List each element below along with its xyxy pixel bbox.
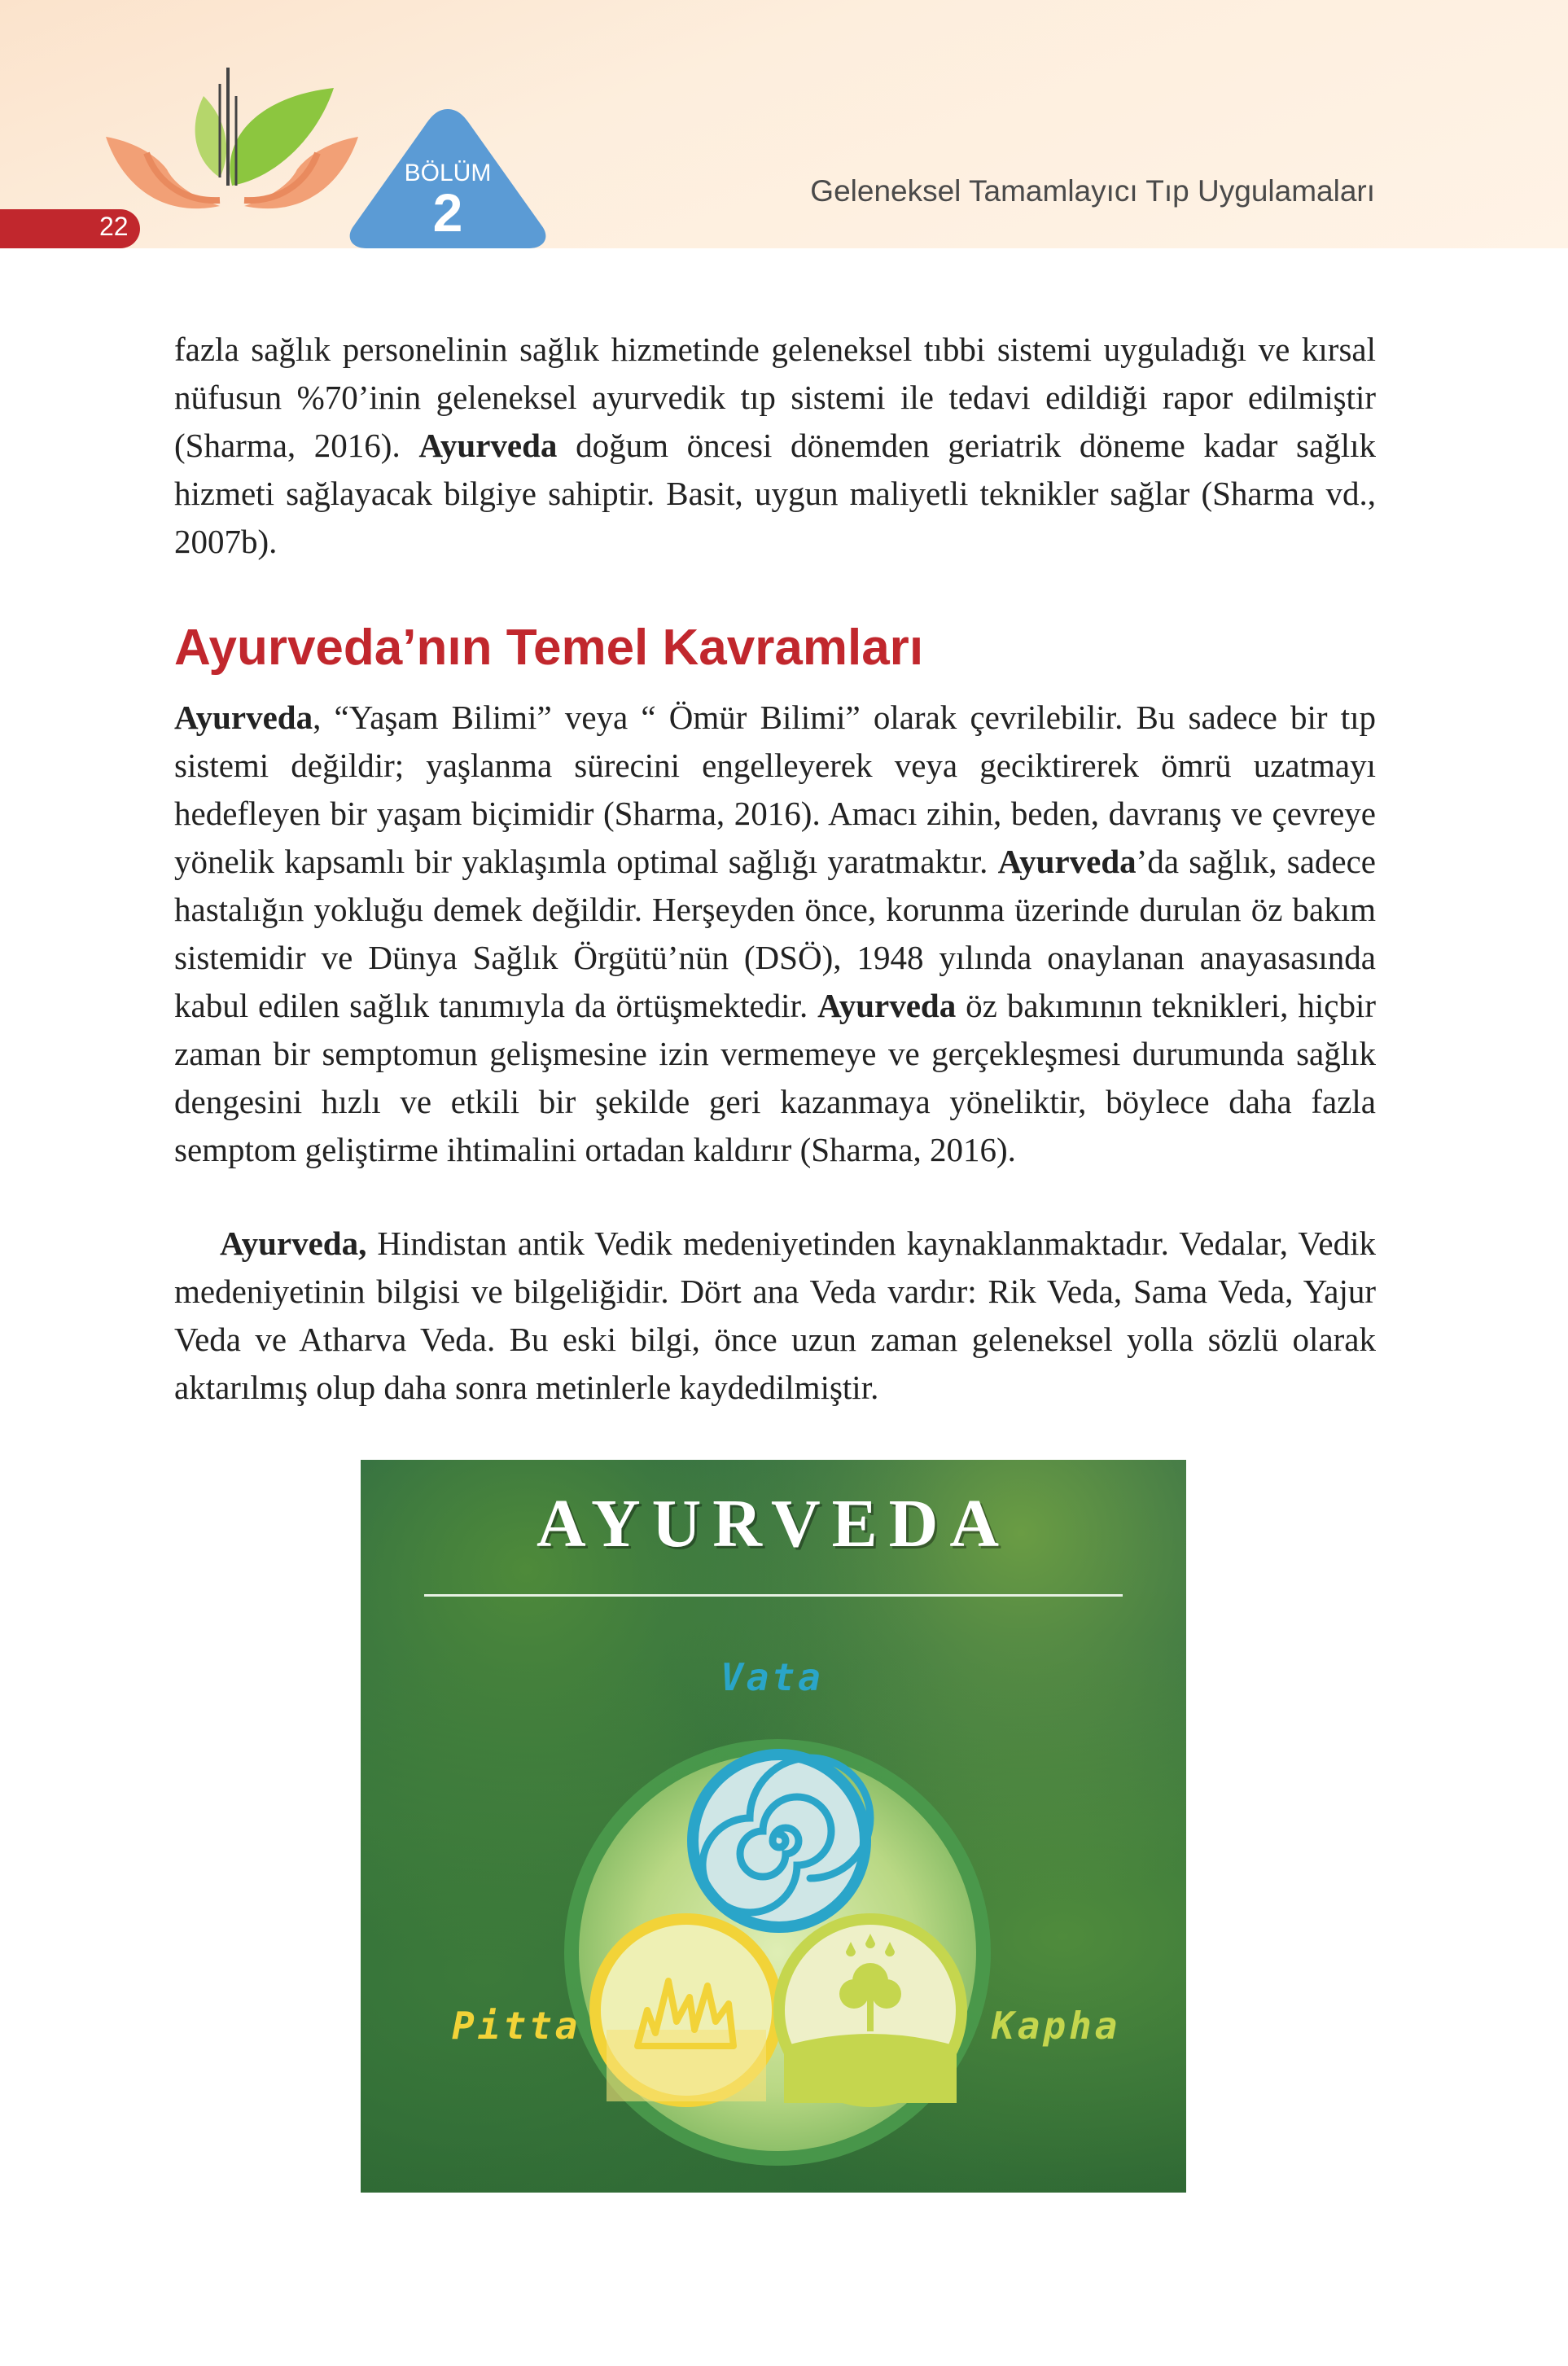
text-run: Hindistan antik Vedik medeniyetinden kaynaklanmaktadır. Vedalar, Vedik medeniyetinin bilgisi ve bilgeliğidir. Dört ana Veda vardır: Rik Veda, Sama Veda, Yajur Veda ve Atharva Veda. Bu eski bilgi, önce uzun zaman geleneksel yolla sözlü olarak aktarılmış olup daha sonra metinlerle kaydedilmiştir. [174,1225,1376,1406]
kapha-symbol-icon [779,1919,961,2103]
term-ayurveda: Ayurveda [174,699,313,736]
paragraph-2 [174,694,1376,1174]
text-run: öz bakımının teknikleri, hiçbir zaman bir semptomun gelişmesine izin vermemeye ve gerçekleşmesi durumunda sağlık dengesini hızlı ve etkili bir şekilde geri kazanmaya yöneliktir, böylece daha fazla semptom geliştirme ihtimalini ortadan kaldırır (Sharma, 2016). [174,987,1376,1168]
page-header [0,0,1568,248]
kapha-label: Kapha [992,2004,1121,2048]
hands-leaf-logo-icon [98,64,366,226]
term-ayurveda: Ayurveda [997,843,1137,880]
paragraph-3 [174,1220,1376,1412]
paragraph-1 [174,326,1376,566]
term-ayurveda: Ayurveda [817,987,957,1024]
figure-divider [424,1594,1123,1597]
section-heading: Ayurveda’nın Temel Kavramları [174,620,924,676]
vata-label: Vata [720,1655,824,1699]
text-run: , “Yaşam Bilimi” veya “ Ömür Bilimi” olarak çevrilebilir. Bu sadece bir tıp sistemi değildir; yaşlanma sürecini engelleyerek veya geciktirerek ömrü uzatmayı hedefleyen bir yaşam biçimidir (Sharma, 2016). Amacı zihin, beden, davranış ve çevreye yönelik kapsamlı bir yaklaşımla optimal sağlığı yaratmaktır. [174,699,1376,880]
text-run: doğum öncesi dönemden geriatrik döneme kadar sağlık hizmeti sağlayacak bilgiye sahiptir. Basit, uygun maliyetli teknikler sağlar (Sharma vd., 2007b). [174,427,1376,560]
running-title: Geleneksel Tamamlayıcı Tıp Uygulamaları [810,174,1375,208]
chapter-label: BÖLÜM [404,160,492,186]
term-ayurveda: Ayurveda, [220,1225,367,1262]
pitta-symbol-icon [595,1919,777,2101]
vata-symbol-icon [693,1755,870,1927]
text-run: ’da sağlık, sadece hastalığın yokluğu demek değildir. Herşeyden önce, korunma üzerinde durulan öz bakım sistemidir ve Dünya Sağlık Örgütü’nün (DSÖ), 1948 yılında onaylanan anayasasında kabul edilen sağlık tanımıyla da örtüşmektedir. [174,843,1376,1024]
term-ayurveda: Ayurveda [418,427,558,464]
dosha-diagram [361,1460,1186,2193]
text-run: fazla sağlık personelinin sağlık hizmetinde geleneksel tıbbi sistemi uyguladığı ve kırsal nüfusun %70’inin geleneksel ayurvedik tıp sistemi ile tedavi edildiği rapor edilmiştir (Sharma, 2016). [174,331,1376,464]
figure-title: AYURVEDA [537,1486,1010,1562]
chapter-number: 2 [432,182,463,243]
pitta-label: Pitta [452,2004,581,2048]
page-number: 22 [99,212,129,241]
ayurveda-dosha-figure [361,1460,1186,2193]
